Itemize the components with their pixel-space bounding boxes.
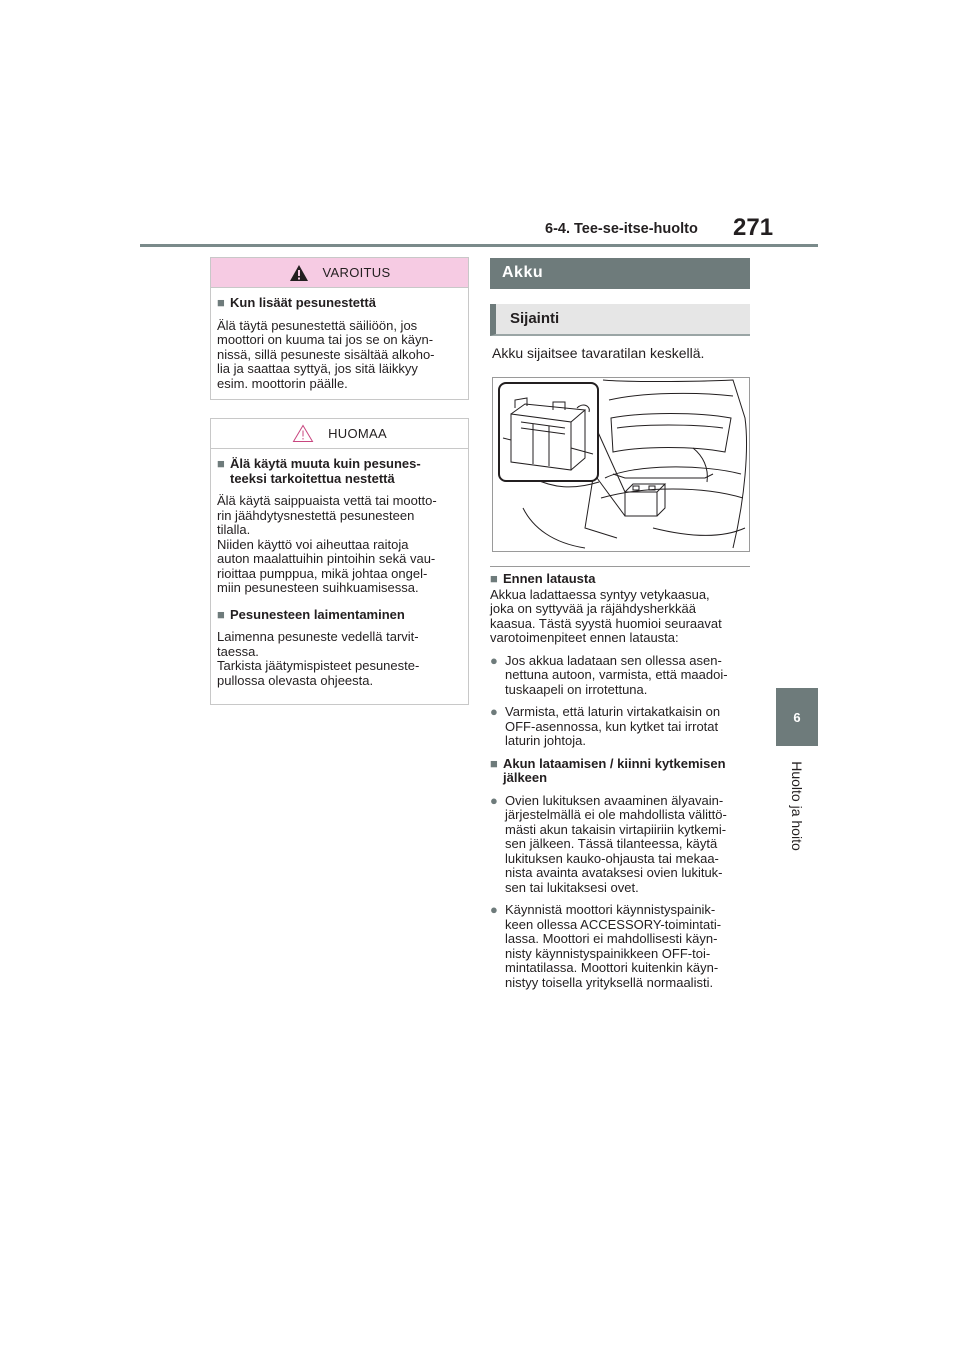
caution-triangle-icon bbox=[292, 424, 314, 443]
list-item bbox=[490, 654, 752, 698]
warning-box-title: VAROITUS bbox=[322, 265, 391, 280]
section-header: 6-4. Tee-se-itse-huolto bbox=[545, 221, 698, 237]
text-line: tuskaapeli on irrotettuna. bbox=[505, 681, 648, 697]
warning-paragraph bbox=[217, 319, 462, 392]
text-line: Akun lataamisen / kiinni kytkemisen bbox=[503, 755, 726, 771]
notice-box-header bbox=[211, 419, 468, 449]
chapter-tab-label-text: Huolto ja hoito bbox=[789, 761, 805, 851]
text-line: tilalla. bbox=[217, 522, 251, 537]
text-line: lia ja saattaa syttyä, jos sitä läikkyy bbox=[217, 361, 418, 376]
round-bullet-icon: ● bbox=[490, 902, 498, 917]
square-bullet-icon: ■ bbox=[217, 456, 225, 471]
text-line: joka on syttyvää ja räjähdysherkkää bbox=[490, 601, 696, 616]
text-line: laturin johtoja. bbox=[505, 733, 586, 748]
before-charging-heading bbox=[490, 572, 752, 587]
text-line: lassa. Moottori ei mahdollisesti käyn- bbox=[505, 931, 718, 946]
subsection-title-bar: Sijainti bbox=[490, 304, 750, 336]
text-line: keen ollessa ACCESSORY-toimintati- bbox=[505, 916, 722, 932]
warning-heading-text: Kun lisäät pesunestettä bbox=[230, 295, 376, 310]
text-line: nisty käynnistyspainikkeen OFF-toi- bbox=[505, 945, 711, 961]
round-bullet-icon: ● bbox=[490, 792, 498, 808]
warning-box bbox=[210, 257, 469, 400]
notice-box-body bbox=[211, 449, 468, 688]
text-line: rin jäähdytysnestettä pesunesteen bbox=[217, 507, 415, 523]
text-line: nistyy toisella yrityksellä normaalisti. bbox=[505, 974, 714, 990]
notice-box-title: HUOMAA bbox=[328, 426, 387, 441]
text-line: jälkeen bbox=[503, 770, 548, 785]
text-line: OFF-asennossa, kun kytket tai irrotat bbox=[505, 718, 719, 734]
section-title-bar: Akku bbox=[490, 258, 750, 289]
text-line: nissä, sillä pesuneste sisältää alkoho- bbox=[217, 346, 435, 362]
header-divider bbox=[140, 244, 818, 247]
text-line: nettuna autoon, varmista, että maadoi- bbox=[505, 667, 728, 682]
text-line: Käynnistä moottori käynnistyspainik- bbox=[505, 902, 716, 917]
text-line: lukituksen kauko-ohjausta tai mekaa- bbox=[505, 850, 719, 866]
intro-text: Akku sijaitsee tavaratilan keskellä. bbox=[492, 345, 705, 361]
text-line: Ovien lukituksen avaaminen älyavain- bbox=[505, 792, 724, 808]
page-number: 271 bbox=[733, 214, 774, 241]
square-bullet-icon: ■ bbox=[217, 295, 225, 310]
list-item bbox=[490, 903, 752, 990]
text-line: varotoimenpiteet ennen latausta: bbox=[490, 630, 679, 645]
text-line: mintatilassa. Moottori kuitenkin käyn- bbox=[505, 960, 719, 975]
square-bullet-icon: ■ bbox=[490, 571, 498, 586]
text-line: taessa. bbox=[217, 643, 259, 659]
list-item bbox=[490, 705, 752, 749]
warning-triangle-icon bbox=[289, 264, 309, 282]
notice-heading-2-text: Pesunesteen laimentaminen bbox=[230, 606, 405, 622]
text-line: Varmista, että laturin virtakatkaisin on bbox=[505, 704, 721, 719]
text-line: järjestelmällä ei ole mahdollista välittö- bbox=[505, 807, 727, 822]
text-line: Jos akkua ladataan sen ollessa asen- bbox=[505, 652, 722, 668]
list-item bbox=[490, 794, 752, 896]
text-line: teeksi tarkoitettua nestettä bbox=[230, 470, 395, 486]
text-line: moottori on kuuma tai jos se on käyn- bbox=[217, 332, 434, 347]
text-line: pullossa olevasta ohjeesta. bbox=[217, 672, 374, 688]
round-bullet-icon: ● bbox=[490, 652, 498, 668]
chapter-tab-label bbox=[785, 756, 809, 856]
text-line: miin pesunesteen suihkuamisessa. bbox=[217, 580, 419, 595]
round-bullet-icon: ● bbox=[490, 704, 498, 719]
before-charging-heading-text: Ennen latausta bbox=[503, 571, 596, 586]
battery-location-illustration bbox=[492, 377, 750, 552]
notice-paragraph-1 bbox=[217, 494, 462, 596]
notice-heading-2 bbox=[217, 608, 462, 623]
text-line: esim. moottorin päälle. bbox=[217, 375, 348, 391]
text-line: rioittaa pumppua, mikä johtaa ongel- bbox=[217, 565, 428, 581]
before-charging-paragraph bbox=[490, 588, 752, 646]
notice-paragraph-2 bbox=[217, 630, 462, 688]
battery-instructions bbox=[490, 572, 752, 990]
chapter-tab-number[interactable]: 6 bbox=[776, 688, 818, 746]
text-line: Laimenna pesuneste vedellä tarvit- bbox=[217, 629, 419, 644]
figure-divider bbox=[490, 566, 750, 567]
trunk-battery-drawing bbox=[493, 378, 750, 552]
text-line: Älä käytä muuta kuin pesunes- bbox=[230, 456, 421, 471]
text-line: Niiden käyttö voi aiheuttaa raitoja bbox=[217, 536, 409, 552]
text-line: sen jälkeen. Tässä tilanteessa, käytä bbox=[505, 836, 718, 851]
square-bullet-icon: ■ bbox=[217, 606, 225, 622]
notice-box bbox=[210, 418, 469, 705]
warning-box-header bbox=[211, 258, 468, 288]
text-line: mästi akun takaisin virtapiiriin kytkemi- bbox=[505, 821, 727, 837]
notice-heading-1 bbox=[217, 457, 462, 486]
text-line: kaasua. Tästä syystä huomioi seuraavat bbox=[490, 615, 722, 631]
warning-box-body bbox=[211, 288, 468, 391]
text-line: sen tai lukitaksesi ovet. bbox=[505, 879, 639, 895]
text-line: nista avainta avataksesi ovien lukituk- bbox=[505, 865, 723, 880]
text-line: auton maalattuihin pintoihin sekä vau- bbox=[217, 551, 436, 566]
square-bullet-icon: ■ bbox=[490, 755, 498, 771]
text-line: Älä käytä saippuaista vettä tai mootto- bbox=[217, 493, 437, 508]
after-charging-heading bbox=[490, 757, 752, 786]
warning-heading bbox=[217, 296, 462, 311]
text-line: Tarkista jäätymispisteet pesuneste- bbox=[217, 658, 420, 673]
text-line: Akkua ladattaessa syntyy vetykaasua, bbox=[490, 586, 710, 602]
text-line: Älä täytä pesunestettä säiliöön, jos bbox=[217, 317, 418, 333]
